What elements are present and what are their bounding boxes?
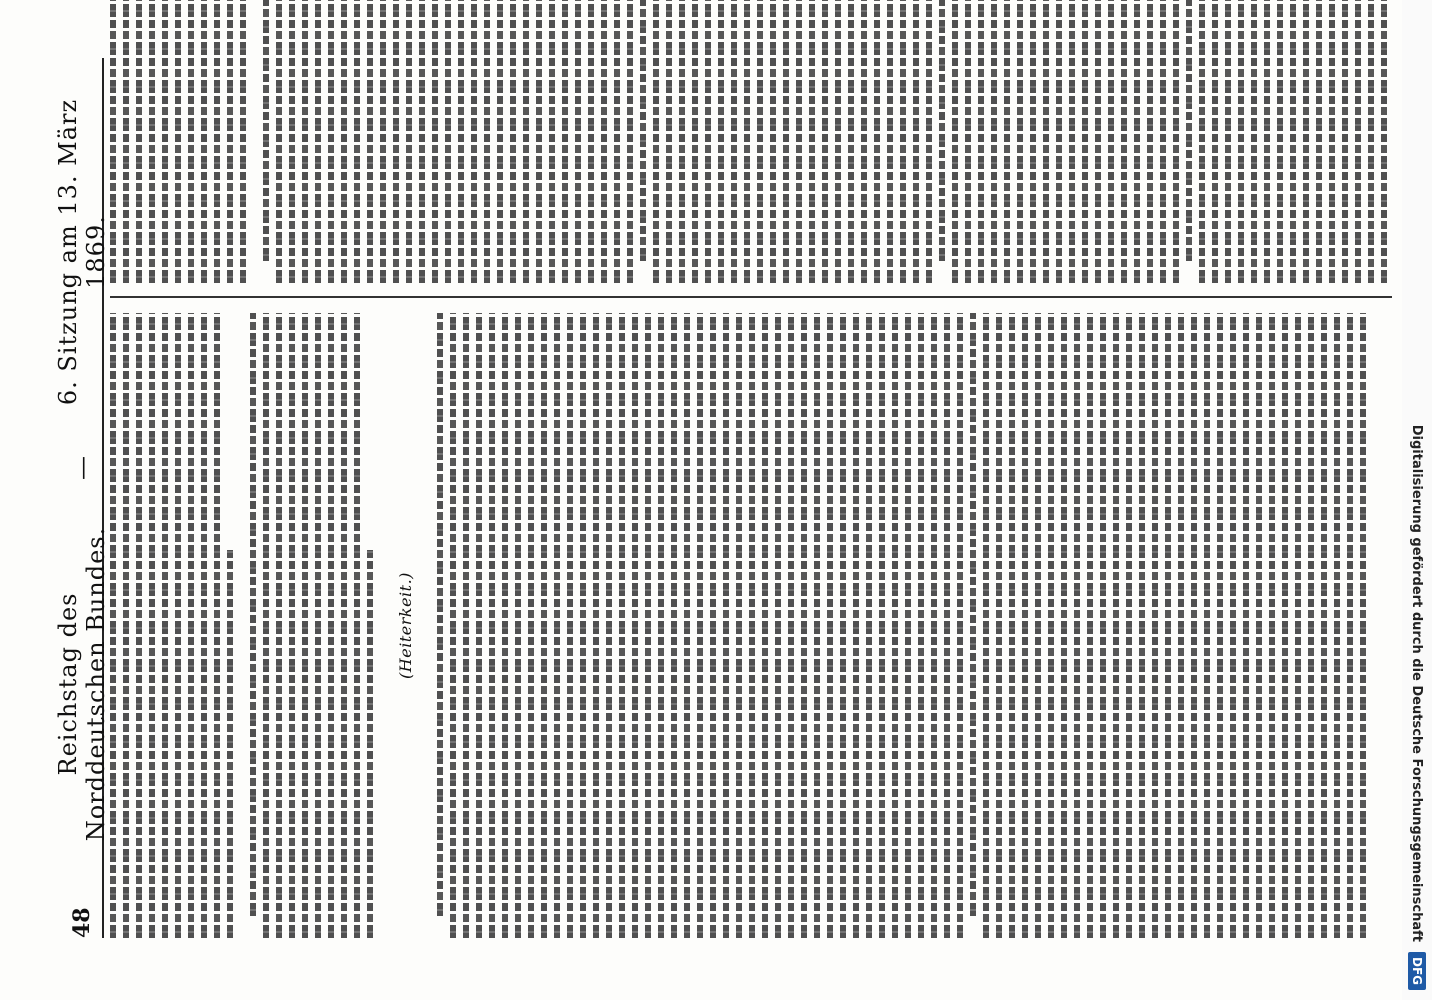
text-line xyxy=(710,313,716,938)
text-line xyxy=(593,313,599,938)
text-line xyxy=(1329,0,1335,283)
text-line xyxy=(1121,0,1127,283)
running-head-separator: — xyxy=(68,456,96,480)
text-line xyxy=(1160,0,1166,283)
text-line xyxy=(679,0,685,283)
text-line xyxy=(892,313,898,938)
text-line xyxy=(523,0,529,283)
running-head xyxy=(54,58,110,938)
text-line xyxy=(315,0,321,283)
text-line xyxy=(1087,313,1093,938)
text-line xyxy=(1264,0,1270,283)
text-line xyxy=(840,313,846,938)
text-line xyxy=(450,313,456,938)
text-line xyxy=(887,0,893,283)
section-label: (Heiterkeit.) xyxy=(396,572,415,679)
text-line xyxy=(788,313,794,938)
text-line xyxy=(770,0,776,283)
text-line xyxy=(250,313,256,916)
text-line xyxy=(1342,0,1348,283)
text-line xyxy=(1199,0,1205,283)
text-line xyxy=(978,0,984,283)
text-line xyxy=(952,0,958,283)
text-line xyxy=(263,0,269,261)
text-line xyxy=(1178,313,1184,938)
text-line xyxy=(1191,313,1197,938)
text-line xyxy=(463,313,469,938)
text-line xyxy=(1290,0,1296,283)
text-line xyxy=(1295,313,1301,938)
text-line xyxy=(149,0,155,283)
text-line xyxy=(957,313,963,938)
text-line xyxy=(110,0,116,283)
digitization-credit xyxy=(1402,0,1432,1000)
text-line xyxy=(123,0,129,283)
paragraph-gap xyxy=(427,313,437,938)
text-line xyxy=(1282,313,1288,938)
text-line xyxy=(627,0,633,283)
column-rule xyxy=(110,296,1392,298)
text-line xyxy=(684,313,690,938)
text-line xyxy=(510,0,516,283)
text-line xyxy=(723,313,729,938)
text-line xyxy=(632,313,638,938)
text-line xyxy=(1217,313,1223,938)
text-line xyxy=(1347,313,1353,938)
text-line xyxy=(445,0,451,283)
text-line xyxy=(136,313,142,938)
text-line xyxy=(1277,0,1283,283)
text-line xyxy=(227,0,233,283)
text-line xyxy=(744,0,750,283)
text-line xyxy=(476,313,482,938)
text-line xyxy=(614,0,620,283)
text-line xyxy=(1212,0,1218,283)
text-line xyxy=(1100,313,1106,938)
text-line xyxy=(757,0,763,283)
text-line xyxy=(905,313,911,938)
text-line xyxy=(736,313,742,938)
text-line xyxy=(123,313,129,938)
text-line xyxy=(965,0,971,283)
text-line xyxy=(809,0,815,283)
text-line xyxy=(1074,313,1080,938)
text-line xyxy=(718,0,724,283)
text-line xyxy=(762,313,768,938)
text-line xyxy=(801,313,807,938)
text-line xyxy=(913,0,919,283)
text-line xyxy=(341,0,347,283)
text-line xyxy=(437,313,443,916)
text-line xyxy=(931,313,937,938)
text-line xyxy=(471,0,477,283)
running-head-right: 6. Sitzung am 13. März 1869. xyxy=(54,98,110,406)
text-line xyxy=(926,0,932,283)
text-line xyxy=(175,0,181,283)
text-line xyxy=(1381,0,1387,283)
text-line xyxy=(497,0,503,283)
text-line xyxy=(575,0,581,283)
text-line xyxy=(162,0,168,283)
text-line xyxy=(276,313,282,938)
text-line xyxy=(939,0,945,261)
text-line xyxy=(1134,0,1140,283)
text-line xyxy=(796,0,802,283)
text-line xyxy=(731,0,737,283)
text-line xyxy=(201,313,207,938)
text-line xyxy=(1069,0,1075,283)
text-line xyxy=(1147,0,1153,283)
text-line xyxy=(406,0,412,283)
text-line xyxy=(705,0,711,283)
text-line xyxy=(1334,313,1340,938)
text-line xyxy=(1082,0,1088,283)
text-line xyxy=(996,313,1002,938)
text-line xyxy=(175,313,181,938)
text-line xyxy=(783,0,789,283)
text-line xyxy=(645,313,651,938)
text-line xyxy=(536,0,542,283)
text-line xyxy=(1108,0,1114,283)
text-line xyxy=(528,313,534,938)
text-line xyxy=(1152,313,1158,938)
text-line xyxy=(1204,313,1210,938)
text-line xyxy=(619,313,625,938)
text-line xyxy=(601,0,607,283)
text-line xyxy=(367,0,373,283)
text-line xyxy=(814,313,820,938)
text-line xyxy=(991,0,997,283)
text-line xyxy=(580,313,586,938)
text-line xyxy=(1368,0,1374,283)
text-line xyxy=(1225,0,1231,283)
text-line xyxy=(484,0,490,283)
text-line xyxy=(341,313,347,938)
text-line xyxy=(1035,313,1041,938)
text-line xyxy=(848,0,854,283)
text-line xyxy=(1139,313,1145,938)
text-line xyxy=(606,313,612,938)
text-line xyxy=(567,313,573,938)
paragraph-gap xyxy=(380,313,390,938)
text-line xyxy=(1243,313,1249,938)
text-line xyxy=(874,0,880,283)
text-line xyxy=(653,0,659,283)
text-line xyxy=(201,0,207,283)
text-line xyxy=(1048,313,1054,938)
text-line xyxy=(240,0,246,283)
text-line xyxy=(1321,313,1327,938)
paragraph-gap xyxy=(253,0,263,283)
text-line xyxy=(489,313,495,938)
text-line xyxy=(1126,313,1132,938)
text-line xyxy=(1360,313,1366,938)
text-line xyxy=(289,313,295,938)
text-line xyxy=(1009,313,1015,938)
text-line xyxy=(1238,0,1244,283)
text-line xyxy=(214,0,220,283)
text-line xyxy=(354,0,360,283)
text-line xyxy=(302,0,308,283)
text-line xyxy=(515,313,521,938)
text-line xyxy=(900,0,906,283)
paragraph-gap xyxy=(240,313,250,938)
text-line xyxy=(775,313,781,938)
text-line xyxy=(302,313,308,938)
text-line xyxy=(541,313,547,938)
text-line xyxy=(380,0,386,283)
text-line xyxy=(227,551,233,939)
text-line xyxy=(367,551,373,939)
text-line xyxy=(1230,313,1236,938)
text-line xyxy=(188,0,194,283)
text-line xyxy=(666,0,672,283)
text-line xyxy=(866,313,872,938)
text-line xyxy=(432,0,438,283)
text-line xyxy=(853,313,859,938)
text-line xyxy=(354,313,360,938)
page-number: 48 xyxy=(69,907,95,938)
dfg-logo: DFG xyxy=(1408,952,1426,990)
text-line xyxy=(188,313,194,938)
text-line xyxy=(214,313,220,938)
text-line xyxy=(328,313,334,938)
text-line xyxy=(983,313,989,938)
text-line xyxy=(1251,0,1257,283)
text-line xyxy=(1030,0,1036,283)
text-line xyxy=(1173,0,1179,283)
text-line xyxy=(1022,313,1028,938)
text-line xyxy=(315,313,321,938)
text-line xyxy=(263,313,269,938)
text-line xyxy=(502,313,508,938)
text-line xyxy=(110,313,116,938)
text-line xyxy=(970,313,976,916)
text-line xyxy=(861,0,867,283)
running-head-left: Reichstag des Norddeutschen Bundes. xyxy=(54,526,110,842)
text-line xyxy=(1113,313,1119,938)
text-line xyxy=(822,0,828,283)
text-line xyxy=(289,0,295,283)
column-right xyxy=(110,0,1392,283)
text-line xyxy=(458,0,464,283)
text-line xyxy=(1165,313,1171,938)
text-line xyxy=(588,0,594,283)
text-line xyxy=(1095,0,1101,283)
page-rotated xyxy=(54,38,1402,958)
text-line xyxy=(692,0,698,283)
text-line xyxy=(1256,313,1262,938)
text-line xyxy=(1355,0,1361,283)
text-line xyxy=(658,313,664,938)
text-line xyxy=(749,313,755,938)
text-line xyxy=(136,0,142,283)
text-line xyxy=(1043,0,1049,283)
text-line xyxy=(1017,0,1023,283)
text-line xyxy=(640,0,646,261)
text-line xyxy=(149,313,155,938)
text-line xyxy=(1316,0,1322,283)
text-line xyxy=(1303,0,1309,283)
text-line xyxy=(393,0,399,283)
text-line xyxy=(1061,313,1067,938)
text-line xyxy=(562,0,568,283)
text-line xyxy=(1004,0,1010,283)
text-line xyxy=(697,313,703,938)
text-line xyxy=(549,0,555,283)
credit-text: Digitalisierung gefördert durch die Deutsche Forschungsgemeinschaft xyxy=(1409,424,1425,942)
text-line xyxy=(1056,0,1062,283)
text-line xyxy=(1308,313,1314,938)
text-line xyxy=(419,0,425,283)
column-left xyxy=(110,313,1392,938)
text-line xyxy=(554,313,560,938)
text-line xyxy=(276,0,282,283)
text-line xyxy=(1269,313,1275,938)
text-line xyxy=(1186,0,1192,261)
text-line xyxy=(328,0,334,283)
text-line xyxy=(918,313,924,938)
text-line xyxy=(944,313,950,938)
text-line xyxy=(827,313,833,938)
text-line xyxy=(671,313,677,938)
text-line xyxy=(879,313,885,938)
text-line xyxy=(162,313,168,938)
text-line xyxy=(835,0,841,283)
